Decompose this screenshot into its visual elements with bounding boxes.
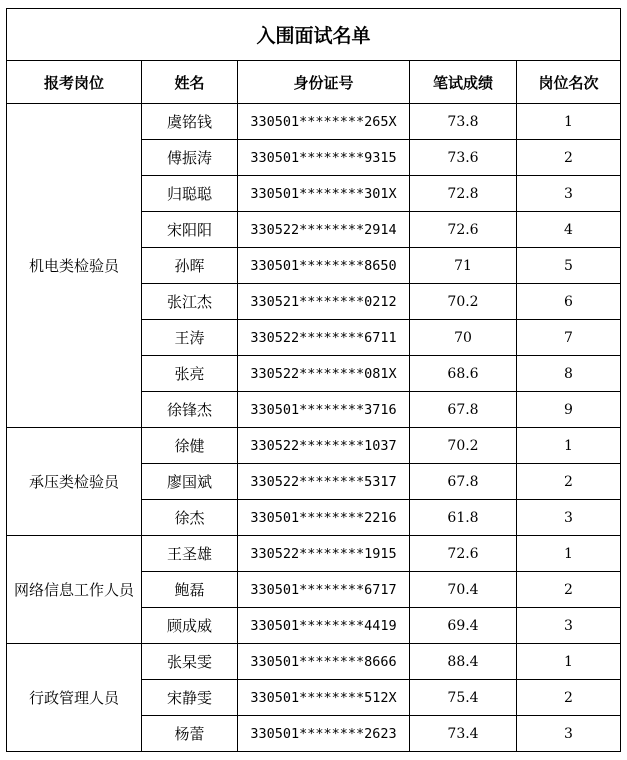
name-cell: 张江杰 — [142, 284, 238, 320]
id-cell: 330501********2623 — [238, 716, 410, 752]
id-cell: 330522********2914 — [238, 212, 410, 248]
id-cell: 330501********9315 — [238, 140, 410, 176]
rank-cell: 1 — [517, 644, 621, 680]
score-cell: 72.8 — [410, 176, 517, 212]
rank-cell: 3 — [517, 176, 621, 212]
name-cell: 徐杰 — [142, 500, 238, 536]
header-rank: 岗位名次 — [517, 61, 621, 104]
table-row — [7, 644, 621, 680]
position-cell: 机电类检验员 — [7, 104, 142, 428]
table-title: 入围面试名单 — [7, 9, 621, 61]
id-cell: 330521********0212 — [238, 284, 410, 320]
position-cell: 行政管理人员 — [7, 644, 142, 752]
rank-cell: 5 — [517, 248, 621, 284]
rank-cell: 3 — [517, 500, 621, 536]
rank-cell: 3 — [517, 608, 621, 644]
table-body — [7, 104, 621, 752]
id-cell: 330501********6717 — [238, 572, 410, 608]
name-cell: 孙晖 — [142, 248, 238, 284]
score-cell: 73.4 — [410, 716, 517, 752]
position-cell: 网络信息工作人员 — [7, 536, 142, 644]
id-cell: 330522********1037 — [238, 428, 410, 464]
name-cell: 虞铭钱 — [142, 104, 238, 140]
table-row — [7, 536, 621, 572]
rank-cell: 8 — [517, 356, 621, 392]
id-cell: 330522********5317 — [238, 464, 410, 500]
rank-cell: 1 — [517, 536, 621, 572]
rank-cell: 3 — [517, 716, 621, 752]
score-cell: 61.8 — [410, 500, 517, 536]
id-cell: 330501********512X — [238, 680, 410, 716]
name-cell: 王圣雄 — [142, 536, 238, 572]
rank-cell: 2 — [517, 140, 621, 176]
name-cell: 廖国斌 — [142, 464, 238, 500]
id-cell: 330501********8650 — [238, 248, 410, 284]
name-cell: 顾成威 — [142, 608, 238, 644]
name-cell: 张杲雯 — [142, 644, 238, 680]
id-cell: 330501********2216 — [238, 500, 410, 536]
id-cell: 330522********6711 — [238, 320, 410, 356]
rank-cell: 2 — [517, 464, 621, 500]
id-cell: 330522********1915 — [238, 536, 410, 572]
score-cell: 71 — [410, 248, 517, 284]
score-cell: 68.6 — [410, 356, 517, 392]
score-cell: 67.8 — [410, 392, 517, 428]
name-cell: 徐锋杰 — [142, 392, 238, 428]
position-cell: 承压类检验员 — [7, 428, 142, 536]
table-row — [7, 104, 621, 140]
score-cell: 75.4 — [410, 680, 517, 716]
score-cell: 70 — [410, 320, 517, 356]
score-cell: 69.4 — [410, 608, 517, 644]
rank-cell: 1 — [517, 104, 621, 140]
rank-cell: 1 — [517, 428, 621, 464]
score-cell: 72.6 — [410, 536, 517, 572]
id-cell: 330501********3716 — [238, 392, 410, 428]
rank-cell: 4 — [517, 212, 621, 248]
name-cell: 王涛 — [142, 320, 238, 356]
table-row — [7, 428, 621, 464]
score-cell: 67.8 — [410, 464, 517, 500]
header-name: 姓名 — [142, 61, 238, 104]
id-cell: 330501********4419 — [238, 608, 410, 644]
score-cell: 72.6 — [410, 212, 517, 248]
name-cell: 鲍磊 — [142, 572, 238, 608]
id-cell: 330501********265X — [238, 104, 410, 140]
interview-list-table — [6, 8, 621, 752]
score-cell: 73.6 — [410, 140, 517, 176]
rank-cell: 2 — [517, 680, 621, 716]
header-id: 身份证号 — [238, 61, 410, 104]
id-cell: 330501********301X — [238, 176, 410, 212]
header-position: 报考岗位 — [7, 61, 142, 104]
name-cell: 徐健 — [142, 428, 238, 464]
name-cell: 傅振涛 — [142, 140, 238, 176]
header-score: 笔试成绩 — [410, 61, 517, 104]
name-cell: 宋静雯 — [142, 680, 238, 716]
score-cell: 70.2 — [410, 428, 517, 464]
rank-cell: 2 — [517, 572, 621, 608]
name-cell: 宋阳阳 — [142, 212, 238, 248]
score-cell: 88.4 — [410, 644, 517, 680]
id-cell: 330501********8666 — [238, 644, 410, 680]
rank-cell: 7 — [517, 320, 621, 356]
header-row — [7, 61, 621, 104]
rank-cell: 9 — [517, 392, 621, 428]
score-cell: 70.4 — [410, 572, 517, 608]
name-cell: 杨蕾 — [142, 716, 238, 752]
name-cell: 张亮 — [142, 356, 238, 392]
score-cell: 70.2 — [410, 284, 517, 320]
score-cell: 73.8 — [410, 104, 517, 140]
id-cell: 330522********081X — [238, 356, 410, 392]
name-cell: 归聪聪 — [142, 176, 238, 212]
rank-cell: 6 — [517, 284, 621, 320]
